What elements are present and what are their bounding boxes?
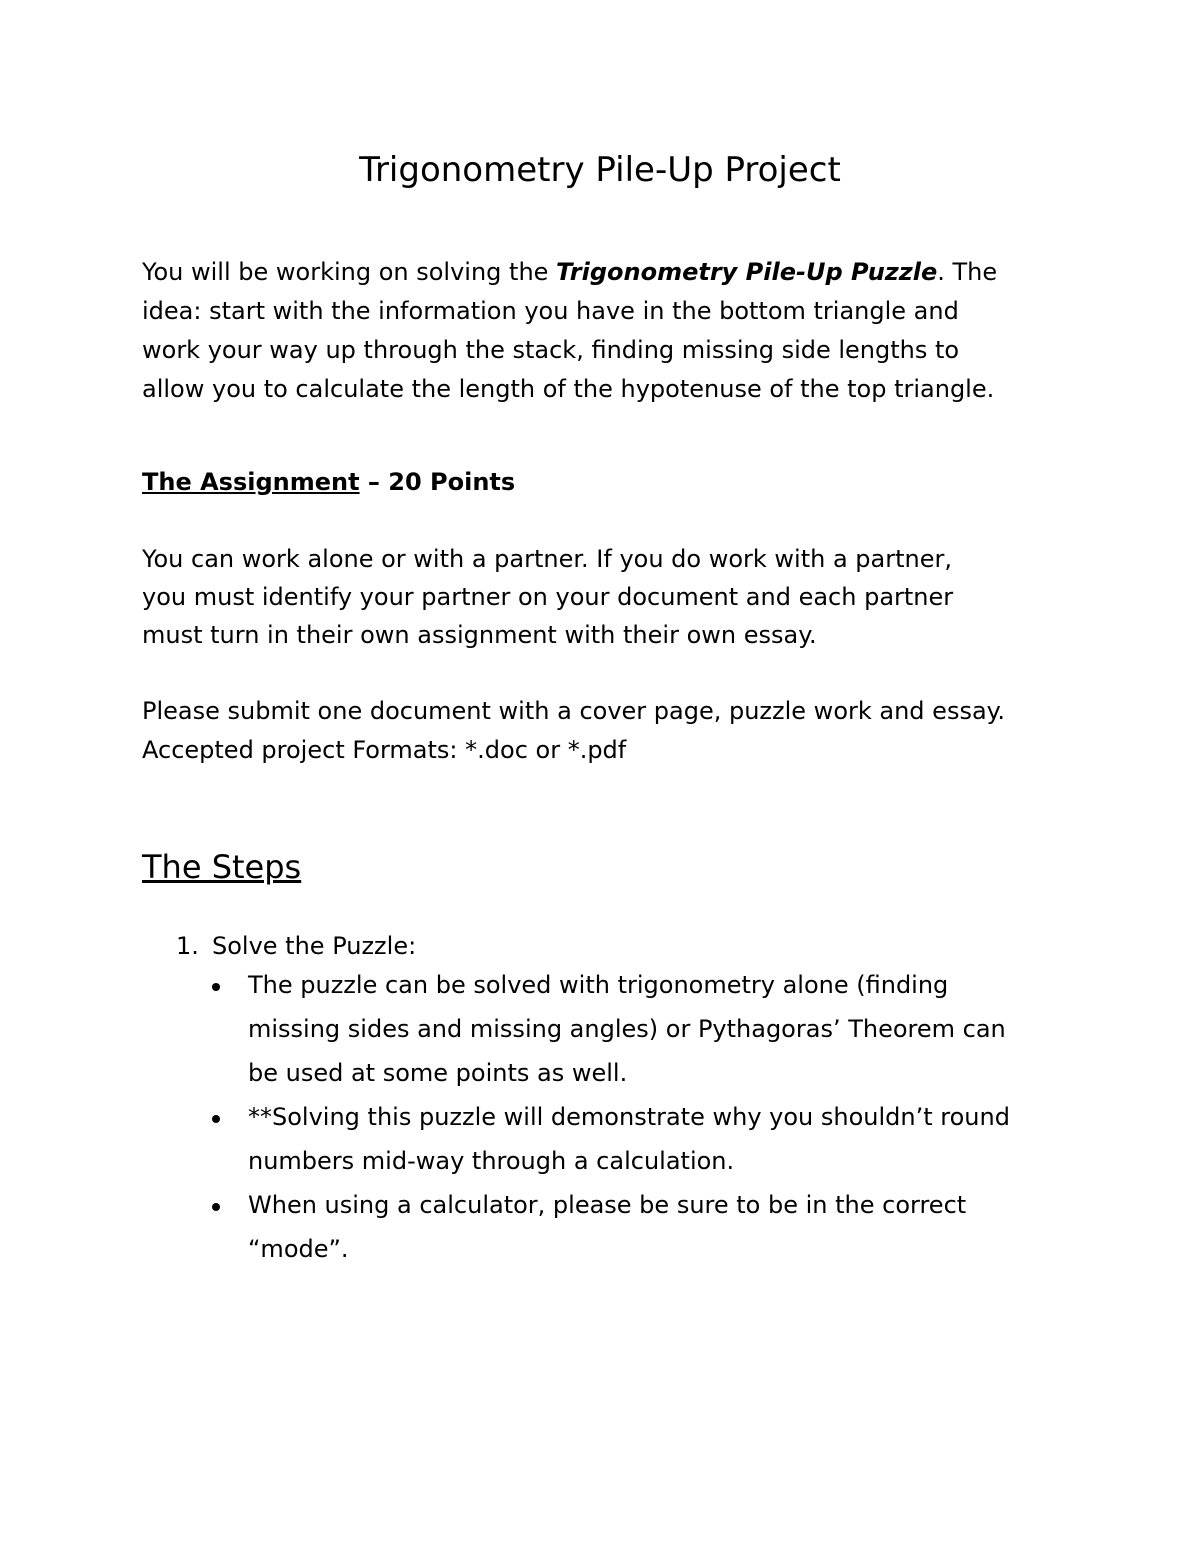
- page-title: Trigonometry Pile-Up Project: [359, 150, 841, 190]
- bullet-line: be used at some points as well.: [248, 1059, 628, 1087]
- intro-line-3: work your way up through the stack, finding missing side lengths to: [142, 336, 960, 364]
- intro-line-1: [142, 253, 997, 291]
- assignment-points: – 20 Points: [359, 468, 516, 496]
- bullet-line: “mode”.: [248, 1235, 349, 1263]
- bullet-icon: [212, 983, 220, 991]
- assignment-p1-line: you must identify your partner on your document and each partner: [142, 583, 954, 611]
- intro-line-2: idea: start with the information you have in the bottom triangle and: [142, 297, 959, 325]
- assignment-p2-line: Accepted project Formats: *.doc or *.pdf: [142, 736, 627, 764]
- bullet-line: When using a calculator, please be sure to be in the correct: [248, 1191, 967, 1219]
- puzzle-name: Trigonometry Pile-Up Puzzle: [556, 258, 938, 286]
- assignment-heading: [142, 463, 515, 501]
- steps-heading: The Steps: [142, 848, 302, 886]
- step-number: 1.: [176, 932, 199, 960]
- bullet-line: numbers mid-way through a calculation.: [248, 1147, 735, 1175]
- bullet-line: **Solving this puzzle will demonstrate why you shouldn’t round: [248, 1103, 1010, 1131]
- intro-text: You will be working on solving the: [142, 258, 557, 286]
- intro-text-end: . The: [937, 258, 998, 286]
- bullet-icon: [212, 1203, 220, 1211]
- assignment-heading-label: The Assignment: [142, 468, 360, 496]
- assignment-p1-line: must turn in their own assignment with their own essay.: [142, 621, 817, 649]
- intro-line-4: allow you to calculate the length of the hypotenuse of the top triangle.: [142, 375, 995, 403]
- bullet-icon: [212, 1115, 220, 1123]
- assignment-p2-line: Please submit one document with a cover page, puzzle work and essay.: [142, 697, 1006, 725]
- bullet-line: missing sides and missing angles) or Pythagoras’ Theorem can: [248, 1015, 1006, 1043]
- assignment-p1-line: You can work alone or with a partner. If you do work with a partner,: [142, 545, 952, 573]
- step-label: Solve the Puzzle:: [212, 932, 417, 960]
- bullet-line: The puzzle can be solved with trigonometry alone (finding: [248, 971, 949, 999]
